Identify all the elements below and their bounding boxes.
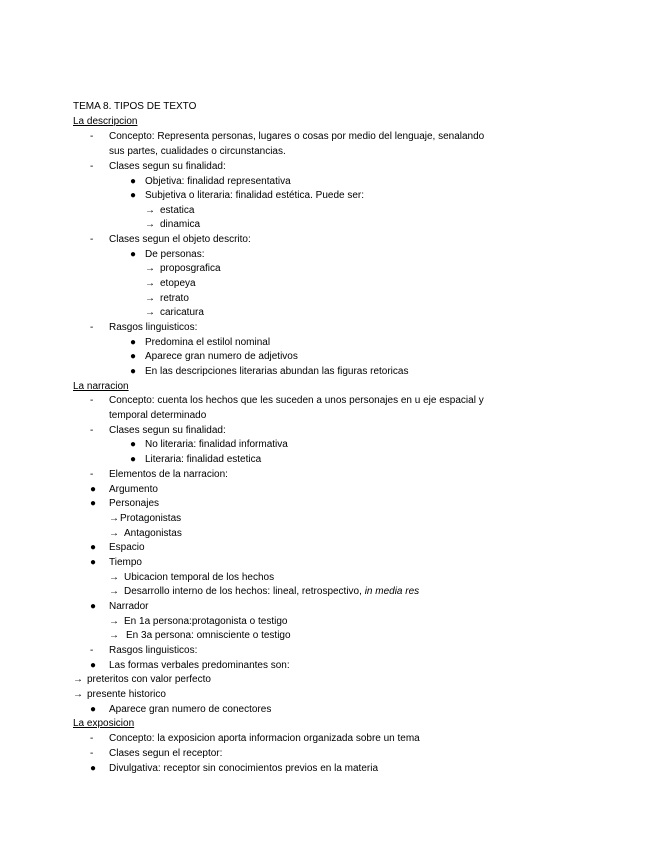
bullet-marker: ● bbox=[130, 351, 137, 362]
arrow-marker: → bbox=[145, 219, 155, 230]
bullet-marker: ● bbox=[130, 249, 137, 260]
bullet-marker: ● bbox=[90, 601, 97, 612]
bullet-marker: ● bbox=[130, 366, 137, 377]
descripcion-subjetiva: Subjetiva o literaria: finalidad estética. Puede ser: bbox=[145, 190, 365, 201]
dash-marker: - bbox=[90, 469, 94, 480]
exposicion-receptor: Clases segun el receptor: bbox=[109, 748, 223, 759]
bullet-marker: ● bbox=[130, 176, 137, 187]
arrow-marker: → bbox=[109, 630, 119, 641]
exposicion-concepto: Concepto: la exposicion aporta informacion organizada sobre un tema bbox=[109, 733, 420, 744]
descripcion-estatica: estatica bbox=[160, 205, 195, 216]
narracion-primera-persona: En 1a persona:protagonista o testigo bbox=[124, 616, 288, 627]
descripcion-objetiva: Objetiva: finalidad representativa bbox=[145, 176, 291, 187]
arrow-marker: → bbox=[109, 572, 119, 583]
narracion-formas: Las formas verbales predominantes son: bbox=[109, 660, 290, 671]
descripcion-concepto: Concepto: Representa personas, lugares o cosas por medio del lenguaje, senalando bbox=[109, 131, 485, 142]
narracion-protagonistas: Protagonistas bbox=[120, 513, 182, 524]
page-title: TEMA 8. TIPOS DE TEXTO bbox=[73, 101, 197, 112]
narracion-antagonistas: Antagonistas bbox=[124, 528, 182, 539]
dash-marker: - bbox=[90, 322, 94, 333]
descripcion-rasgos: Rasgos linguisticos: bbox=[109, 322, 198, 333]
bullet-marker: ● bbox=[90, 484, 97, 495]
bullet-marker: ● bbox=[130, 439, 137, 450]
bullet-marker: ● bbox=[130, 337, 137, 348]
narracion-conectores: Aparece gran numero de conectores bbox=[109, 704, 272, 715]
narracion-argumento: Argumento bbox=[109, 484, 158, 495]
bullet-marker: ● bbox=[90, 498, 97, 509]
section-heading-descripcion: La descripcion bbox=[73, 116, 138, 127]
narracion-preteritos: preteritos con valor perfecto bbox=[87, 674, 211, 685]
dash-marker: - bbox=[90, 234, 94, 245]
dash-marker: - bbox=[90, 733, 94, 744]
bullet-marker: ● bbox=[90, 542, 97, 553]
dash-marker: - bbox=[90, 748, 94, 759]
bullet-marker: ● bbox=[90, 763, 97, 774]
section-heading-exposicion: La exposicion bbox=[73, 718, 135, 729]
descripcion-caricatura: caricatura bbox=[160, 307, 204, 318]
arrow-marker: → bbox=[145, 263, 155, 274]
narracion-in-media-res: in media res bbox=[364, 586, 420, 597]
dash-marker: - bbox=[90, 425, 94, 436]
narracion-personajes: Personajes bbox=[109, 498, 160, 509]
arrow-marker: → bbox=[73, 689, 83, 700]
arrow-marker: → bbox=[109, 513, 119, 524]
descripcion-personas: De personas: bbox=[145, 249, 205, 260]
descripcion-rasgo: En las descripciones literarias abundan las figuras retoricas bbox=[145, 366, 409, 377]
descripcion-objeto: Clases segun el objeto descrito: bbox=[109, 234, 251, 245]
narracion-ubicacion: Ubicacion temporal de los hechos bbox=[124, 572, 275, 583]
narracion-espacio: Espacio bbox=[109, 542, 145, 553]
bullet-marker: ● bbox=[90, 704, 97, 715]
arrow-marker: → bbox=[109, 586, 119, 597]
section-heading-narracion: La narracion bbox=[73, 381, 129, 392]
descripcion-finalidad: Clases segun su finalidad: bbox=[109, 161, 226, 172]
arrow-marker: → bbox=[145, 205, 155, 216]
narracion-desarrollo-line bbox=[124, 586, 419, 598]
arrow-marker: → bbox=[145, 293, 155, 304]
dash-marker: - bbox=[90, 395, 94, 406]
narracion-literaria: Literaria: finalidad estetica bbox=[145, 454, 262, 465]
narracion-tiempo: Tiempo bbox=[109, 557, 142, 568]
dash-marker: - bbox=[90, 645, 94, 656]
arrow-marker: → bbox=[109, 528, 119, 539]
arrow-marker: → bbox=[73, 674, 83, 685]
narracion-rasgos: Rasgos linguisticos: bbox=[109, 645, 198, 656]
descripcion-prosopografia: proposgrafica bbox=[160, 263, 221, 274]
dash-marker: - bbox=[90, 161, 94, 172]
descripcion-dinamica: dinamica bbox=[160, 219, 201, 230]
descripcion-rasgo: Predomina el estilol nominal bbox=[145, 337, 271, 348]
narracion-no-literaria: No literaria: finalidad informativa bbox=[145, 439, 288, 450]
narracion-elementos: Elementos de la narracion: bbox=[109, 469, 228, 480]
narracion-tercera-persona: En 3a persona: omnisciente o testigo bbox=[126, 630, 291, 641]
narracion-finalidad: Clases segun su finalidad: bbox=[109, 425, 226, 436]
narracion-concepto-cont: temporal determinado bbox=[109, 410, 207, 421]
bullet-marker: ● bbox=[130, 190, 137, 201]
bullet-marker: ● bbox=[90, 660, 97, 671]
bullet-marker: ● bbox=[90, 557, 97, 568]
narracion-narrador: Narrador bbox=[109, 601, 149, 612]
descripcion-concepto-cont: sus partes, cualidades o circunstancias. bbox=[109, 146, 286, 157]
narracion-presente: presente historico bbox=[87, 689, 166, 700]
descripcion-etopeya: etopeya bbox=[160, 278, 196, 289]
descripcion-retrato: retrato bbox=[160, 293, 189, 304]
narracion-concepto: Concepto: cuenta los hechos que les suceden a unos personajes en u eje espacial y bbox=[109, 395, 484, 406]
bullet-marker: ● bbox=[130, 454, 137, 465]
descripcion-rasgo: Aparece gran numero de adjetivos bbox=[145, 351, 298, 362]
arrow-marker: → bbox=[109, 616, 119, 627]
arrow-marker: → bbox=[145, 307, 155, 318]
arrow-marker: → bbox=[145, 278, 155, 289]
dash-marker: - bbox=[90, 131, 94, 142]
narracion-desarrollo: Desarrollo interno de los hechos: lineal, retrospectivo, bbox=[124, 586, 365, 597]
exposicion-divulgativa: Divulgativa: receptor sin conocimientos previos en la materia bbox=[109, 763, 379, 774]
